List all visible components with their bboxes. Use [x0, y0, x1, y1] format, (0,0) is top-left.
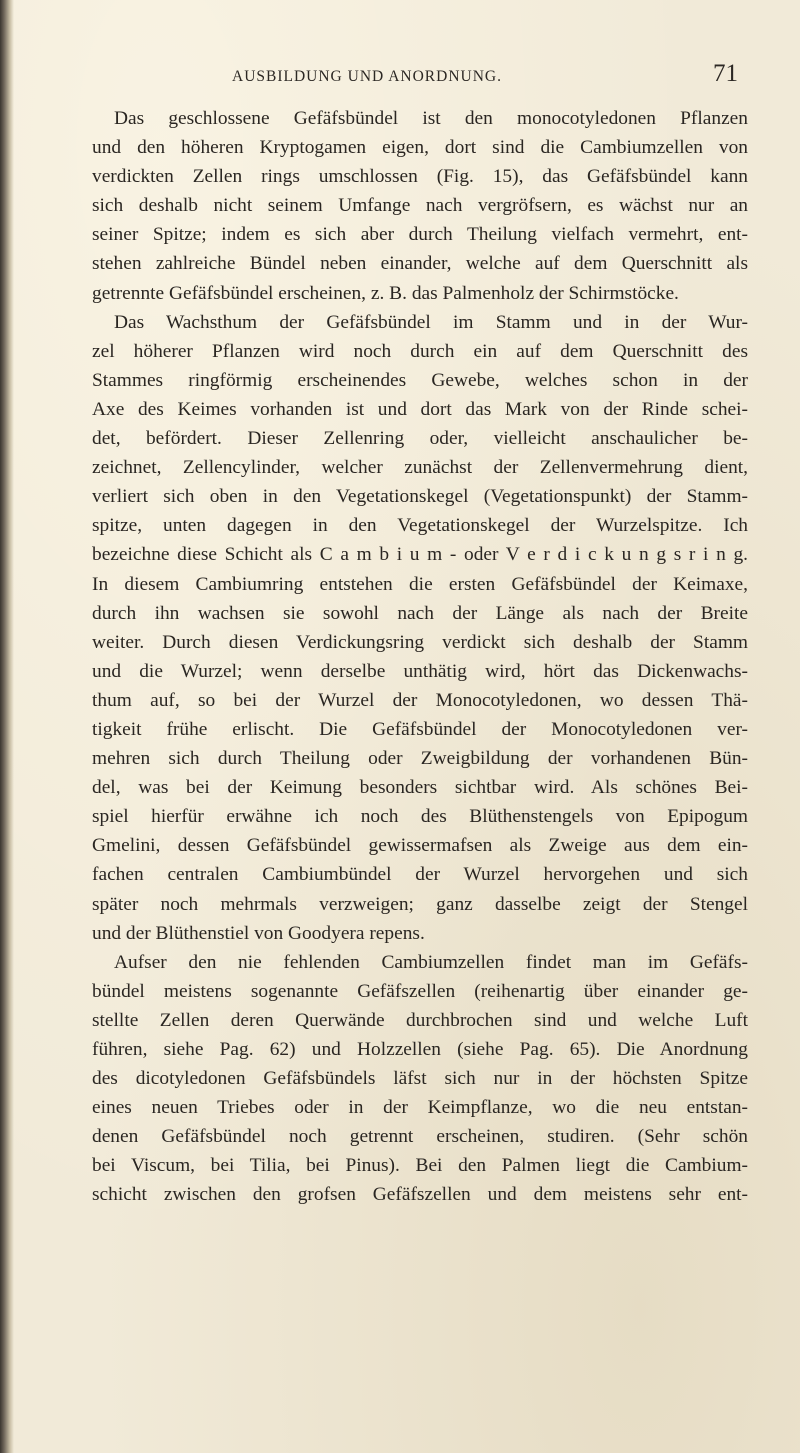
text-line: seiner Spitze; indem es sich aber durch Theilung vielfach vermehrt, ent- [92, 224, 748, 246]
paragraph-3 [92, 948, 748, 1210]
text-line: und die Wurzel; wenn derselbe unthätig wird, hört das Dickenwachs- [92, 660, 748, 682]
text-line: In diesem Cambiumring entstehen die ersten Gefäfsbündel der Keimaxe, [92, 573, 748, 595]
text-line: det, befördert. Dieser Zellenring oder, vielleicht anschaulicher be- [92, 428, 748, 450]
text-line: del, was bei der Keimung besonders sichtbar wird. Als schönes Bei- [92, 777, 748, 799]
text-line: bei Viscum, bei Tilia, bei Pinus). Bei den Palmen liegt die Cambium- [92, 1155, 748, 1177]
text-line: schicht zwischen den grofsen Gefäfszellen und dem meistens sehr ent- [92, 1184, 748, 1206]
running-head: AUSBILDUNG UND ANORDNUNG. [232, 68, 502, 85]
page-gutter [0, 0, 14, 1453]
text-line: thum auf, so bei der Wurzel der Monocotyledonen, wo dessen Thä- [92, 689, 748, 711]
body-text [92, 104, 748, 1210]
paragraph-1 [92, 104, 748, 308]
paragraph-2 [92, 308, 748, 948]
text-line: spiel hierfür erwähne ich noch des Blüthenstengels von Epipogum [92, 806, 748, 828]
text-line: bezeichne diese Schicht als C a m b i u m - oder V e r d i c k u n g s r i n g. [92, 544, 748, 566]
text-line: Das geschlossene Gefäfsbündel ist den monocotyledonen Pflanzen [114, 108, 748, 129]
text-line: verdickten Zellen rings umschlossen (Fig. 15), das Gefäfsbündel kann [92, 166, 748, 188]
text-line: zeichnet, Zellencylinder, welcher zunächst der Zellenvermehrung dient, [92, 457, 748, 479]
text-line: fachen centralen Cambiumbündel der Wurzel hervorgehen und sich [92, 864, 748, 886]
text-line: des dicotyledonen Gefäfsbündels läfst sich nur in der höchsten Spitze [92, 1068, 748, 1090]
text-line: Aufser den nie fehlenden Cambiumzellen findet man im Gefäfs- [114, 951, 748, 973]
text-line: stehen zahlreiche Bündel neben einander, welche auf dem Querschnitt als [92, 253, 748, 275]
text-line: spitze, unten dagegen in den Vegetationskegel der Wurzelspitze. Ich [92, 515, 748, 537]
text-line: Das Wachsthum der Gefäfsbündel im Stamm und in der Wur- [114, 311, 748, 333]
text-line: weiter. Durch diesen Verdickungsring verdickt sich deshalb der Stamm [92, 631, 748, 653]
text-line: zel höherer Pflanzen wird noch durch ein auf dem Querschnitt des [92, 340, 748, 362]
text-line: verliert sich oben in den Vegetationskegel (Vegetationspunkt) der Stamm- [92, 486, 748, 508]
text-line: führen, siehe Pag. 62) und Holzzellen (siehe Pag. 65). Die Anordnung [92, 1039, 748, 1060]
text-line: tigkeit frühe erlischt. Die Gefäfsbündel der Monocotyledonen ver- [92, 718, 748, 740]
text-line: Stammes ringförmig erscheinendes Gewebe, welches schon in der [92, 369, 748, 391]
text-line: sich deshalb nicht seinem Umfange nach vergröfsern, es wächst nur an [92, 195, 748, 217]
text-line: durch ihn wachsen sie sowohl nach der Länge als nach der Breite [92, 602, 748, 624]
text-line: bündel meistens sogenannte Gefäfszellen (reihenartig über einander ge- [92, 980, 748, 1002]
text-line: später noch mehrmals verzweigen; ganz dasselbe zeigt der Stengel [92, 893, 748, 915]
text-line: und der Blüthenstiel von Goodyera repens. [92, 922, 425, 944]
text-line: denen Gefäfsbündel noch getrennt erscheinen, studiren. (Sehr schön [92, 1126, 748, 1148]
text-line: getrennte Gefäfsbündel erscheinen, z. B. das Palmenholz der Schirmstöcke. [92, 282, 679, 304]
text-line: Gmelini, dessen Gefäfsbündel gewissermafsen als Zweige aus dem ein- [92, 835, 748, 857]
text-line: mehren sich durch Theilung oder Zweigbildung der vorhandenen Bün- [92, 748, 748, 770]
page-number: 71 [713, 60, 738, 87]
text-line: eines neuen Triebes oder in der Keimpflanze, wo die neu entstan- [92, 1097, 748, 1119]
text-line: und den höheren Kryptogamen eigen, dort sind die Cambiumzellen von [92, 137, 748, 159]
page-header [92, 60, 752, 100]
text-line: stellte Zellen deren Querwände durchbrochen sind und welche Luft [92, 1009, 748, 1031]
text-line: Axe des Keimes vorhanden ist und dort das Mark von der Rinde schei- [92, 398, 748, 420]
